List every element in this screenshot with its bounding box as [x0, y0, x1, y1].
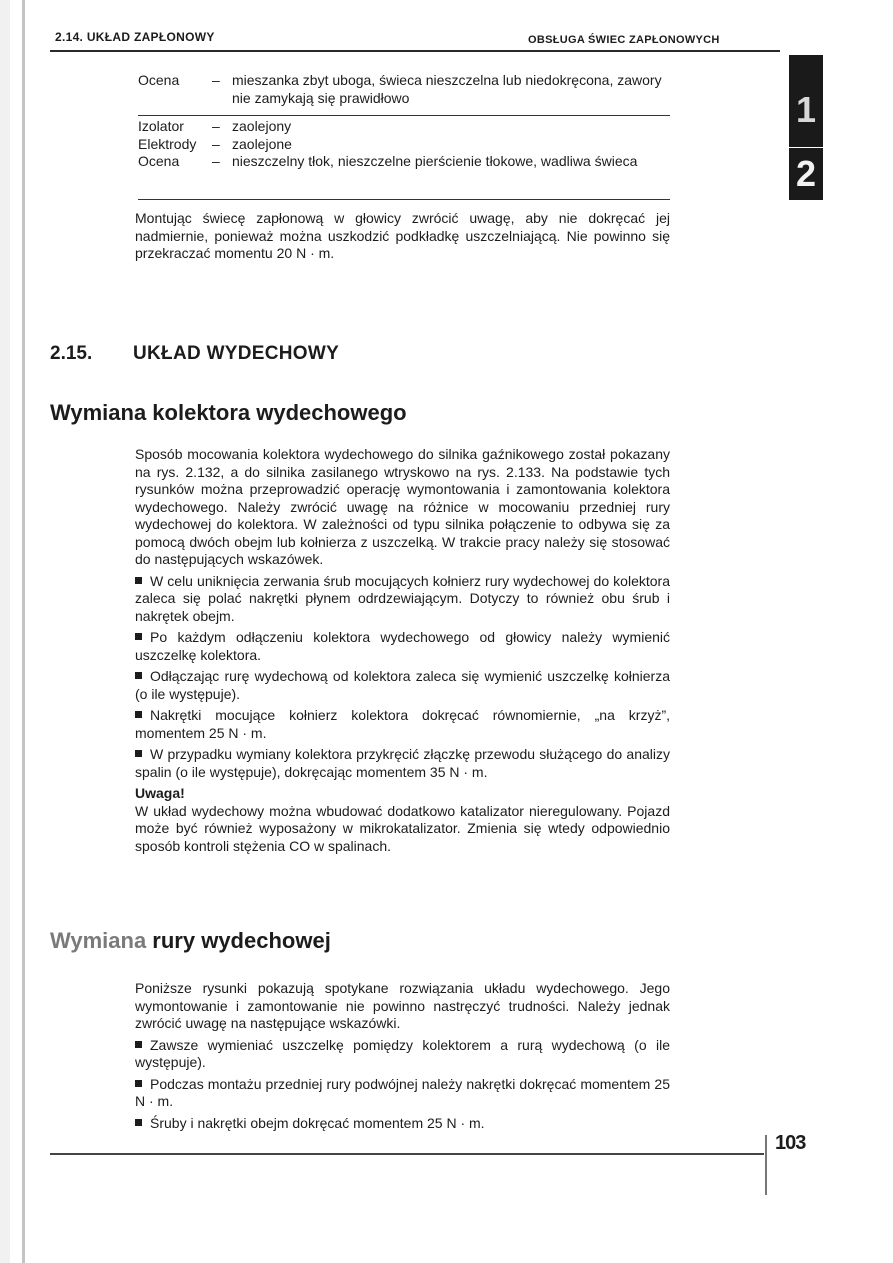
note-text: W układ wydechowy można wbudować dodatkowo katalizator nieregulowany. Pojazd może być również wyposażony w mikrokatalizator. Zmienia się wtedy odpowiednio sposób kontroli stężenia CO w spalinach. [135, 802, 670, 854]
subsection-title-pipe [50, 928, 331, 954]
running-header-right: OBSŁUGA ŚWIEC ZAPŁONOWYCH [528, 34, 720, 46]
list-item: Zawsze wymieniać uszczelkę pomiędzy kolektorem a rurą wydechową (o ile występuje). [135, 1036, 670, 1070]
row-dash: – [212, 72, 220, 88]
section-number: 2.15. [50, 343, 93, 364]
list-item: Po każdym odłączeniu kolektora wydechowego od głowicy należy wymienić uszczelkę kolektora. [135, 629, 670, 663]
list-item: Śruby i nakrętki obejm dokręcać momentem 25 N · m. [135, 1115, 670, 1133]
row-value: zaolejone [232, 135, 292, 152]
list-item: W celu uniknięcia zerwania śrub mocujących kołnierz rury wydechowej do kolektora zaleca się polać nakrętki płynem odrdzewiającym. Dotyczy to również obu śrub i nakrętek obejm. [135, 572, 670, 624]
collector-intro-paragraph: Sposób mocowania kolektora wydechowego do silnika gaźnikowego został pokazany na rys. 2.132, a do silnika zasilanego wtryskowo na rys. 2.133. Na podstawie tych rysunków można przeprowadzić operację wymontowania i zamontowania kolektora wydechowego. Należy zwrócić uwagę na różnice w mocowaniu przedniej rury wydechowej do kolektora. W zależności od typu silnika połączenie to odbywa się za pomocą dwóch obejm lub kołnierza z uszczelką. W trakcie pracy należy się stosować do następujących wskazówek. [135, 446, 670, 567]
bullet-icon [135, 711, 142, 718]
list-item: Odłączając rurę wydechową od kolektora zaleca się wymienić uszczelkę kołnierza (o ile występuje). [135, 668, 670, 702]
row-value: zaolejony [232, 118, 292, 134]
table-row [138, 136, 670, 154]
row-dash: – [212, 118, 220, 134]
table-divider [138, 115, 670, 116]
row-label: Izolator [138, 118, 184, 134]
page-edge-shadow [0, 0, 10, 1263]
header-rule [50, 50, 780, 52]
bullet-icon [135, 672, 142, 679]
pipe-intro-paragraph: Poniższe rysunki pokazują spotykane rozwiązania układu wydechowego. Jego wymontowanie i zamontowanie nie powinno nastręczyć trudności. Należy jednak zwrócić uwagę na następujące wskazówki. [135, 980, 670, 1031]
row-label: Ocena [138, 72, 180, 88]
row-label: Ocena [138, 153, 180, 169]
table-divider [138, 199, 670, 200]
pipe-section-body [135, 980, 670, 1136]
intro-paragraph: Montując świecę zapłonową w głowicy zwrócić uwagę, aby nie dokręcać jej nadmiernie, ponieważ można uszkodzić podkładkę uszczelniającą. Nie powinno się przekraczać momentu 20 N · m. [135, 210, 670, 261]
bullet-icon [135, 1080, 142, 1087]
list-item: W przypadku wymiany kolektora przykręcić złączkę przewodu służącego do analizy spalin (o ile występuje), dokręcając momentem 35 N · m. [135, 746, 670, 780]
footer-rule [50, 1153, 764, 1155]
page-number-rule [765, 1135, 767, 1195]
assessment-table-1 [138, 72, 670, 107]
list-item: Nakrętki mocujące kołnierz kolektora dokręcać równomiernie, „na krzyż”, momentem 25 N · m. [135, 707, 670, 741]
bullet-icon [135, 1119, 142, 1126]
table-row [138, 118, 670, 136]
binding-line [22, 0, 25, 1263]
chapter-tab-1: 1 [789, 55, 823, 147]
table-row [138, 153, 670, 171]
section-title: UKŁAD WYDECHOWY [133, 343, 340, 364]
bullet-icon [135, 750, 142, 757]
note-title: Uwaga! [135, 785, 185, 801]
chapter-tab-2: 2 [789, 148, 823, 200]
list-item: Podczas montażu przedniej rury podwójnej należy nakrętki dokręcać momentem 25 N · m. [135, 1075, 670, 1109]
subsection-title-collector: Wymiana kolektora wydechowego [50, 400, 407, 425]
row-value: mieszanka zbyt uboga, świeca nieszczelna lub niedokręcona, zawory nie zamykają się prawidłowo [232, 72, 662, 106]
row-value: nieszczelny tłok, nieszczelne pierścienie tłokowe, wadliwa świeca [232, 153, 638, 169]
assessment-table-2 [138, 118, 670, 171]
title-faded-part: Wymiana [50, 928, 147, 953]
title-rest: rury wydechowej [146, 928, 331, 953]
running-header-left: 2.14. UKŁAD ZAPŁONOWY [55, 30, 215, 44]
row-dash: – [212, 153, 220, 169]
bullet-icon [135, 633, 142, 640]
table-row [138, 72, 670, 107]
row-dash: – [212, 135, 220, 152]
page-number: 103 [775, 1132, 806, 1154]
bullet-icon [135, 577, 142, 584]
row-label: Elektrody [138, 135, 197, 152]
collector-section-body [135, 446, 670, 855]
bullet-icon [135, 1041, 142, 1048]
